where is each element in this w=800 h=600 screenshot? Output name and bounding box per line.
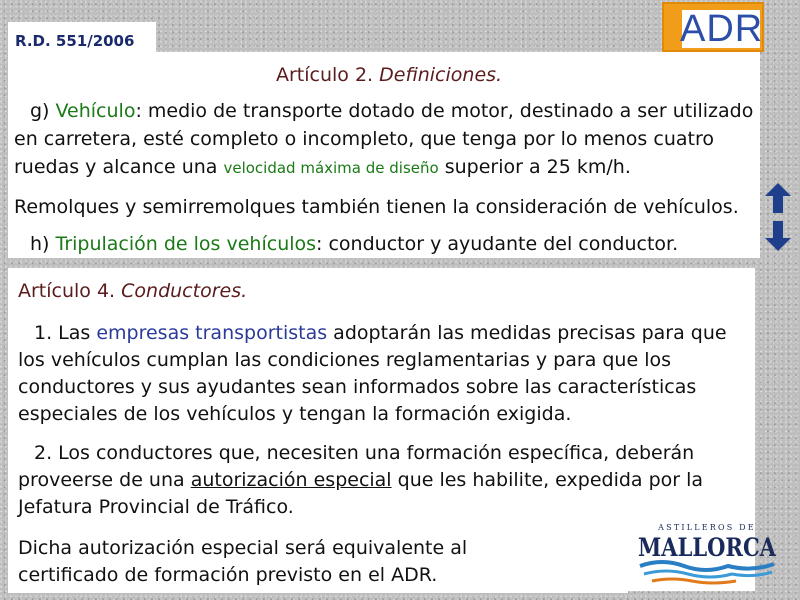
adr-logo-text: ADR bbox=[680, 8, 764, 50]
arrow-down-icon[interactable] bbox=[764, 220, 792, 252]
article-4-title: Artículo 4. Conductores. bbox=[18, 280, 248, 302]
astilleros-mallorca-logo bbox=[632, 520, 782, 592]
definition-g-line-1: g) Vehículo: medio de transporte dotado de motor, destinado a ser utilizado bbox=[30, 100, 754, 122]
adr-logo bbox=[662, 2, 764, 52]
arrow-up-icon[interactable] bbox=[764, 182, 792, 214]
paragraph-1-line-3: conductores y sus ayudantes sean informados sobre las características bbox=[18, 376, 697, 398]
trailers-statement: Remolques y semirremolques también tienen la consideración de vehículos. bbox=[14, 196, 739, 218]
paragraph-1-line-4: especiales de los vehículos y tengan la formación exigida. bbox=[18, 403, 572, 425]
paragraph-1-line-1: 1. Las empresas transportistas adoptarán las medidas precisas para que bbox=[34, 322, 727, 344]
logo-main-text: MALLORCA bbox=[638, 533, 777, 562]
paragraph-2-line-2: proveerse de una autorización especial que les habilite, expedida por la bbox=[18, 469, 704, 491]
term-tripulacion: Tripulación de los vehículos bbox=[55, 233, 317, 255]
term-autorizacion-especial: autorización especial bbox=[190, 469, 392, 491]
paragraph-3-line-1: Dicha autorización especial será equivalente al bbox=[18, 537, 468, 559]
paragraph-2-line-3: Jefatura Provincial de Tráfico. bbox=[18, 496, 294, 518]
article-2-title: Artículo 2. Definiciones. bbox=[276, 64, 503, 86]
definition-g-line-3: ruedas y alcance una velocidad máxima de diseño superior a 25 km/h. bbox=[14, 156, 631, 178]
paragraph-1-line-2: los vehículos cumplan las condiciones reglamentarias y para que los bbox=[18, 349, 672, 371]
paragraph-3-line-2: certificado de formación previsto en el ADR. bbox=[18, 564, 438, 586]
decree-reference: R.D. 551/2006 bbox=[15, 32, 135, 50]
term-vehiculo: Vehículo bbox=[55, 100, 136, 122]
definition-h: h) Tripulación de los vehículos: conductor y ayudante del conductor. bbox=[30, 233, 679, 255]
paragraph-2-line-1: 2. Los conductores que, necesiten una formación específica, deberán bbox=[34, 442, 695, 464]
logo-top-text: ASTILLEROS DE bbox=[658, 523, 756, 532]
term-velocidad-maxima: velocidad máxima de diseño bbox=[223, 159, 439, 177]
definition-g-line-2: en carretera, esté completo o incompleto, que tenga por lo menos cuatro bbox=[14, 128, 714, 150]
term-empresas-transportistas: empresas transportistas bbox=[96, 322, 328, 344]
